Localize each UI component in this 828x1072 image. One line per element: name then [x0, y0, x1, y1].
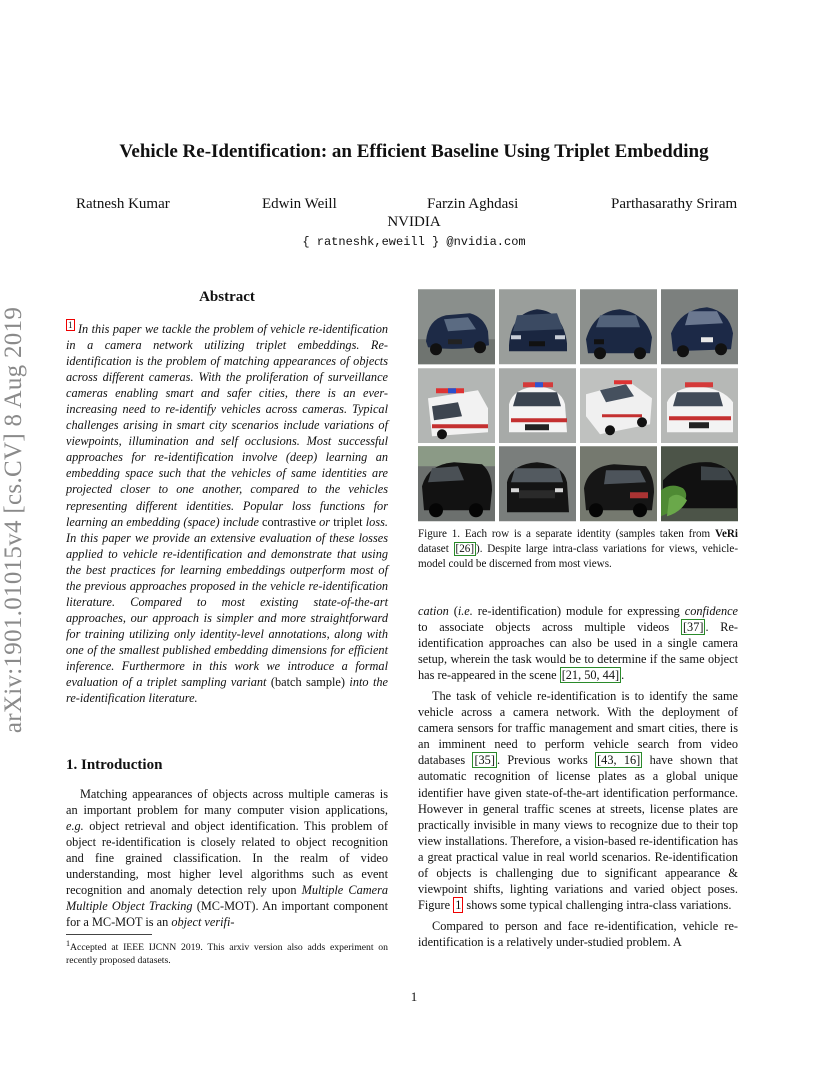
- vehicle-photo: [499, 446, 576, 522]
- footnote-mark: 1: [66, 939, 71, 948]
- car-image: [418, 289, 495, 365]
- text: Figure 1. Each row is a separate identity (samples taken from: [418, 528, 715, 540]
- vehicle-photo: [418, 368, 495, 444]
- footnote-text: Accepted at IEEE IJCNN 2019. This arxiv version also adds experiment on recently proposed datasets.: [66, 942, 388, 967]
- abstract-text: into the re-identification literature.: [66, 675, 388, 706]
- car-image: [580, 368, 657, 444]
- paper-title: Vehicle Re-Identification: an Efficient Baseline Using Triplet Embedding: [119, 141, 709, 162]
- text: Matching appearances of objects across multiple cameras is an important problem for many computer vision applications,: [66, 787, 388, 818]
- text: . Re-identification approaches can also be used in a single camera setup, wherein the task would be to determine if the same object has re-appeared in the scene: [418, 620, 739, 683]
- abstract-text: or: [316, 514, 334, 529]
- text: re-identification) module for expressing: [472, 604, 685, 618]
- car-image: [499, 289, 576, 365]
- vehicle-photo: [661, 368, 738, 444]
- abstract-term-contrastive: contrastive: [262, 514, 316, 529]
- vehicle-photo: [499, 289, 576, 365]
- author-1: Ratnesh Kumar: [76, 196, 170, 212]
- paragraph: [418, 688, 738, 913]
- car-image: [418, 446, 495, 522]
- vehicle-photo: [661, 446, 738, 522]
- vehicle-photo: [499, 368, 576, 444]
- text: object retrieval and object identification. This problem of object re-identification is closely related to object recognition and fine grained classification. In the realm of video understanding, most higher level algorithms such as event recognition and anomaly detection rely upon: [66, 819, 388, 898]
- text: The task of vehicle re-identification is to identify the same vehicle across a camera network. With the deployment of camera sensors for traffic management and smart cities, there is an imminent need to perform vehicle search from video databases: [418, 689, 738, 768]
- intro-paragraph: [66, 786, 388, 930]
- dataset-name: VeRi: [714, 528, 738, 540]
- figure-1: [418, 289, 738, 523]
- citation-link[interactable]: [43, 16]: [597, 753, 641, 768]
- text: dataset: [418, 543, 454, 556]
- author-2: Edwin Weill: [262, 196, 337, 212]
- text: object verifi-: [171, 915, 235, 930]
- vehicle-photo: [661, 289, 738, 365]
- abstract-heading: Abstract: [199, 289, 255, 305]
- paragraph: Compared to person and face re-identification, vehicle re-identification is a relatively under-studied problem. A: [418, 918, 738, 949]
- abstract-term-batch-sample: (batch sample): [270, 675, 345, 690]
- text: (MC-MOT). An important component for a MC-MOT is an: [66, 899, 388, 930]
- section-heading-introduction: 1. Introduction: [66, 757, 163, 773]
- vehicle-photo: [418, 289, 495, 365]
- text: Multiple Camera Multiple Object Tracking: [66, 883, 388, 914]
- car-image: [661, 368, 738, 444]
- abstract-body: [66, 321, 388, 706]
- page-number: 1: [410, 989, 418, 1004]
- text: ). Despite large intra-class variations for views, vehicle-model could be discerned from most views.: [418, 543, 739, 571]
- text: cation: [418, 604, 449, 618]
- abstract-term-triplet: triplet: [333, 514, 363, 529]
- car-image: [499, 446, 576, 522]
- vehicle-photo: [580, 446, 657, 522]
- vehicle-photo: [580, 289, 657, 365]
- footnote: [66, 937, 388, 967]
- text: (: [448, 604, 458, 618]
- citation-link[interactable]: [21, 50, 44]: [561, 668, 620, 683]
- citation-link[interactable]: [37]: [682, 620, 704, 635]
- vehicle-photo: [418, 446, 495, 522]
- footnote-rule: [66, 934, 152, 935]
- abstract-text: In this paper we tackle the problem of vehicle re-identification in a camera network utilizing triplet embeddings. Re-identification is the problem of matching appearances of objects across different cameras. With the proliferation of surveillance cameras enabling smart and safer cities, there is an ever-increasing need to re-identify vehicles across cameras. Typical challenges arising in smart city scenarios include variations of viewpoints, illumination and self occlusions. Most successful approaches for re-identification involve (deep) learning an embedding space such that the vehicles of same identities are projected closer to one another, compared to the vehicles representing different identities. Popular loss functions for learning an embedding (space) include: [66, 322, 388, 529]
- text: i.e.: [457, 604, 473, 618]
- text: have shown that automatic recognition of license plates as a global unique identifier have given state-of-the-art identification performance. However in general traffic scenes at streets, license plates are practically invisible in many views to recognize due to their top view installations. Therefore, a vision-based re-identification has a great practical value in real world scenarios. Re-identification of objects is challenging due to significant appearance & viewpoint shifts, lighting variations and varied object poses. Figure: [418, 753, 738, 912]
- text: to associate objects across multiple videos: [418, 620, 681, 635]
- figure-link[interactable]: 1: [455, 897, 462, 912]
- text: . Previous works: [496, 753, 596, 768]
- footnote-link[interactable]: 1: [68, 319, 73, 330]
- car-image: [499, 368, 576, 444]
- citation-link[interactable]: [35]: [474, 753, 495, 768]
- car-image: [580, 446, 657, 522]
- text: confidence: [684, 604, 739, 618]
- figure-1-caption: [418, 527, 738, 573]
- paragraph: [418, 603, 738, 683]
- author-email: { ratneshk,eweill } @nvidia.com: [302, 235, 526, 249]
- author-4: Parthasarathy Sriram: [611, 196, 738, 212]
- text: .: [621, 668, 625, 683]
- arxiv-id-text: arXiv:1901.01015v4 [cs.CV] 8 Aug 2019: [0, 306, 27, 734]
- text: e.g.: [66, 819, 84, 834]
- author-3: Farzin Aghdasi: [427, 196, 519, 212]
- car-image: [580, 289, 657, 365]
- car-image: [418, 368, 495, 444]
- vehicle-image-grid: [418, 289, 738, 522]
- text: shows some typical challenging intra-class variations.: [463, 897, 732, 912]
- affiliation: NVIDIA: [387, 214, 441, 230]
- abstract-text: loss. In this paper we provide an extensive evaluation of these losses applied to vehicle re-identification and demonstrate that using the best practices for learning embeddings outperform most of the previous approaches proposed in the vehicle re-identification literature. Compared to most existing state-of-the-art approaches, our approach is simpler and more straightforward for training utilizing only identity-level annotations, along with one of the smallest published embedding dimensions for efficient inference. Furthermore in this work we introduce a formal evaluation of a triplet sampling variant: [66, 514, 388, 690]
- introduction-body: [66, 786, 388, 930]
- car-image: [661, 289, 738, 365]
- vehicle-photo: [580, 368, 657, 444]
- car-image: [661, 446, 738, 522]
- citation-link[interactable]: [26]: [455, 543, 475, 556]
- right-column-body: [418, 603, 738, 950]
